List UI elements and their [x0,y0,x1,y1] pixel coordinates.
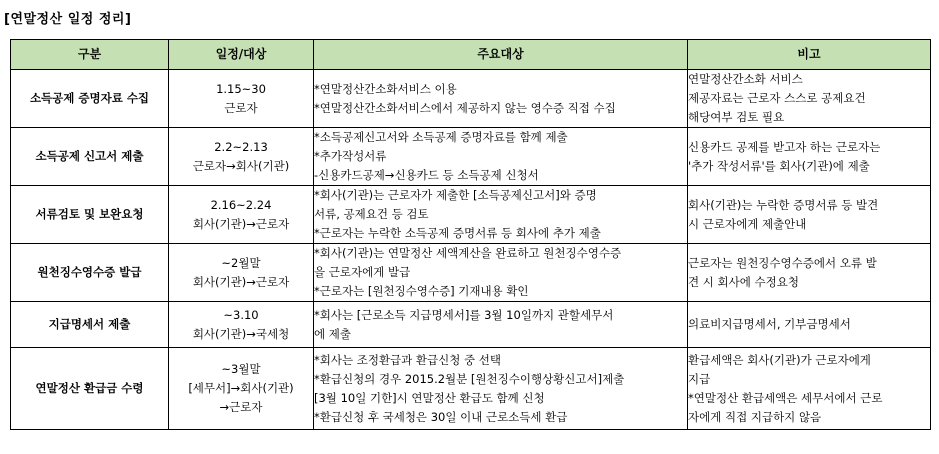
header-notes: 비고 [688,40,931,70]
row-targets [314,302,688,348]
row-schedule [169,302,314,348]
schedule-line: ~3.10 [223,307,259,322]
table-row [11,70,931,128]
row-targets [314,186,688,244]
target-line: *추가작성서류 [314,149,387,163]
table-row [11,128,931,186]
schedule-line: 근로자 [224,100,258,115]
row-targets [314,348,688,430]
target-line: *근로자는 누락한 소득공제 증명서류 등 회사에 추가 제출 [314,226,601,240]
row-category: 지급명세서 제출 [11,302,169,348]
target-line: [3월 10일 기한]시 연말정산 환급도 함께 신청 [314,390,545,405]
schedule-table [10,39,931,430]
schedule-line: [세무서]→회사(기관) [188,381,294,395]
row-schedule [169,244,314,302]
target-line: *환급신청 후 국세청은 30일 이내 근로소득세 환급 [314,409,568,424]
row-category: 연말정산 환급금 수령 [11,348,169,430]
target-line: *환급신청의 경우 2015.2월분 [원천징수이행상황신고서]제출 [314,371,625,386]
row-category: 소득공제 신고서 제출 [11,128,169,186]
row-notes [688,348,931,430]
row-targets [314,128,688,186]
note-line: 환급세액은 회사(기관)가 근로자에게 [688,352,871,367]
row-targets [314,70,688,128]
target-line: 서류, 공제요건 등 검토 [314,207,429,221]
header-row [11,40,931,70]
row-schedule [169,128,314,186]
target-line: *회사는 조정환급과 환급신청 중 선택 [314,352,502,367]
row-schedule [169,70,314,128]
note-line: 근로자는 원천징수영수증에서 오류 발 [688,255,877,270]
schedule-line: 2.16~2.24 [210,197,272,212]
target-line: *회사(기관)는 근로자가 제출한 [소득공제신고서]와 증명 [314,188,597,202]
note-line: 자에게 직접 지급하지 않음 [688,409,822,424]
row-schedule [169,186,314,244]
note-line: 제공자료는 근로자 스스로 공제요건 [688,91,866,105]
note-line: 해당여부 검토 필요 [688,110,785,124]
row-notes [688,186,931,244]
table-row [11,302,931,348]
schedule-line: 회사(기관)→근로자 [192,274,290,289]
schedule-line: 근로자→회사(기관) [192,158,290,173]
note-line: 의료비지급명세서, 기부금명세서 [688,317,851,331]
note-line: '추가 작성서류'를 회사(기관)에 제출 [688,158,870,173]
target-line: *연말정산간소화서비스에서 제공하지 않는 영수증 직접 수집 [314,100,616,115]
target-line: *소득공제신고서와 소득공제 증명자료를 함께 제출 [314,130,568,144]
header-category: 구분 [11,40,169,70]
schedule-line: ~2월말 [221,255,261,270]
row-notes [688,70,931,128]
row-schedule [169,348,314,430]
row-targets [314,244,688,302]
schedule-line: 2.2~2.13 [214,139,268,154]
table-row [11,348,931,430]
schedule-line: 1.15~30 [216,81,266,96]
header-schedule: 일정/대상 [169,40,314,70]
target-line: *회사(기관)는 연말정산 세액계산을 완료하고 원천징수영수증 [314,246,622,260]
table-row [11,244,931,302]
row-notes [688,244,931,302]
note-line: 지급 [688,371,711,386]
note-line: *연말정산 환급세액은 세무서에서 근로 [688,390,883,405]
note-line: 견 시 회사에 수정요청 [688,274,799,289]
target-line: 을 근로자에게 발급 [314,265,411,279]
row-category: 서류검토 및 보완요청 [11,186,169,244]
document-title: [연말정산 일정 정리] [4,12,132,27]
row-category: 원천징수영수증 발급 [11,244,169,302]
row-category: 소득공제 증명자료 수집 [11,70,169,128]
target-line: -신용카드공제→신용카드 등 소득공제 신청서 [314,168,539,182]
header-targets: 주요대상 [314,40,688,70]
note-line: 신용카드 공제를 받고자 하는 근로자는 [688,139,881,154]
target-line: 에 제출 [314,326,351,341]
target-line: *회사는 [근로소득 지급명세서]를 3월 10일까지 관할세무서 [314,307,614,322]
table-row [11,186,931,244]
schedule-line: ~3월말 [221,362,261,376]
row-notes [688,302,931,348]
schedule-line: 회사(기관)→국세청 [192,326,290,341]
row-notes [688,128,931,186]
target-line: *연말정산간소화서비스 이용 [314,81,457,96]
schedule-line: →근로자 [219,400,263,414]
target-line: *근로자는 [원천징수영수증] 기재내용 확인 [314,284,529,298]
note-line: 회사(기관)는 누락한 증명서류 등 발견 [688,197,879,212]
schedule-line: 회사(기관)→근로자 [192,216,290,231]
note-line: 시 근로자에게 제출안내 [688,216,807,231]
note-line: 연말정산간소화 서비스 [688,72,803,86]
